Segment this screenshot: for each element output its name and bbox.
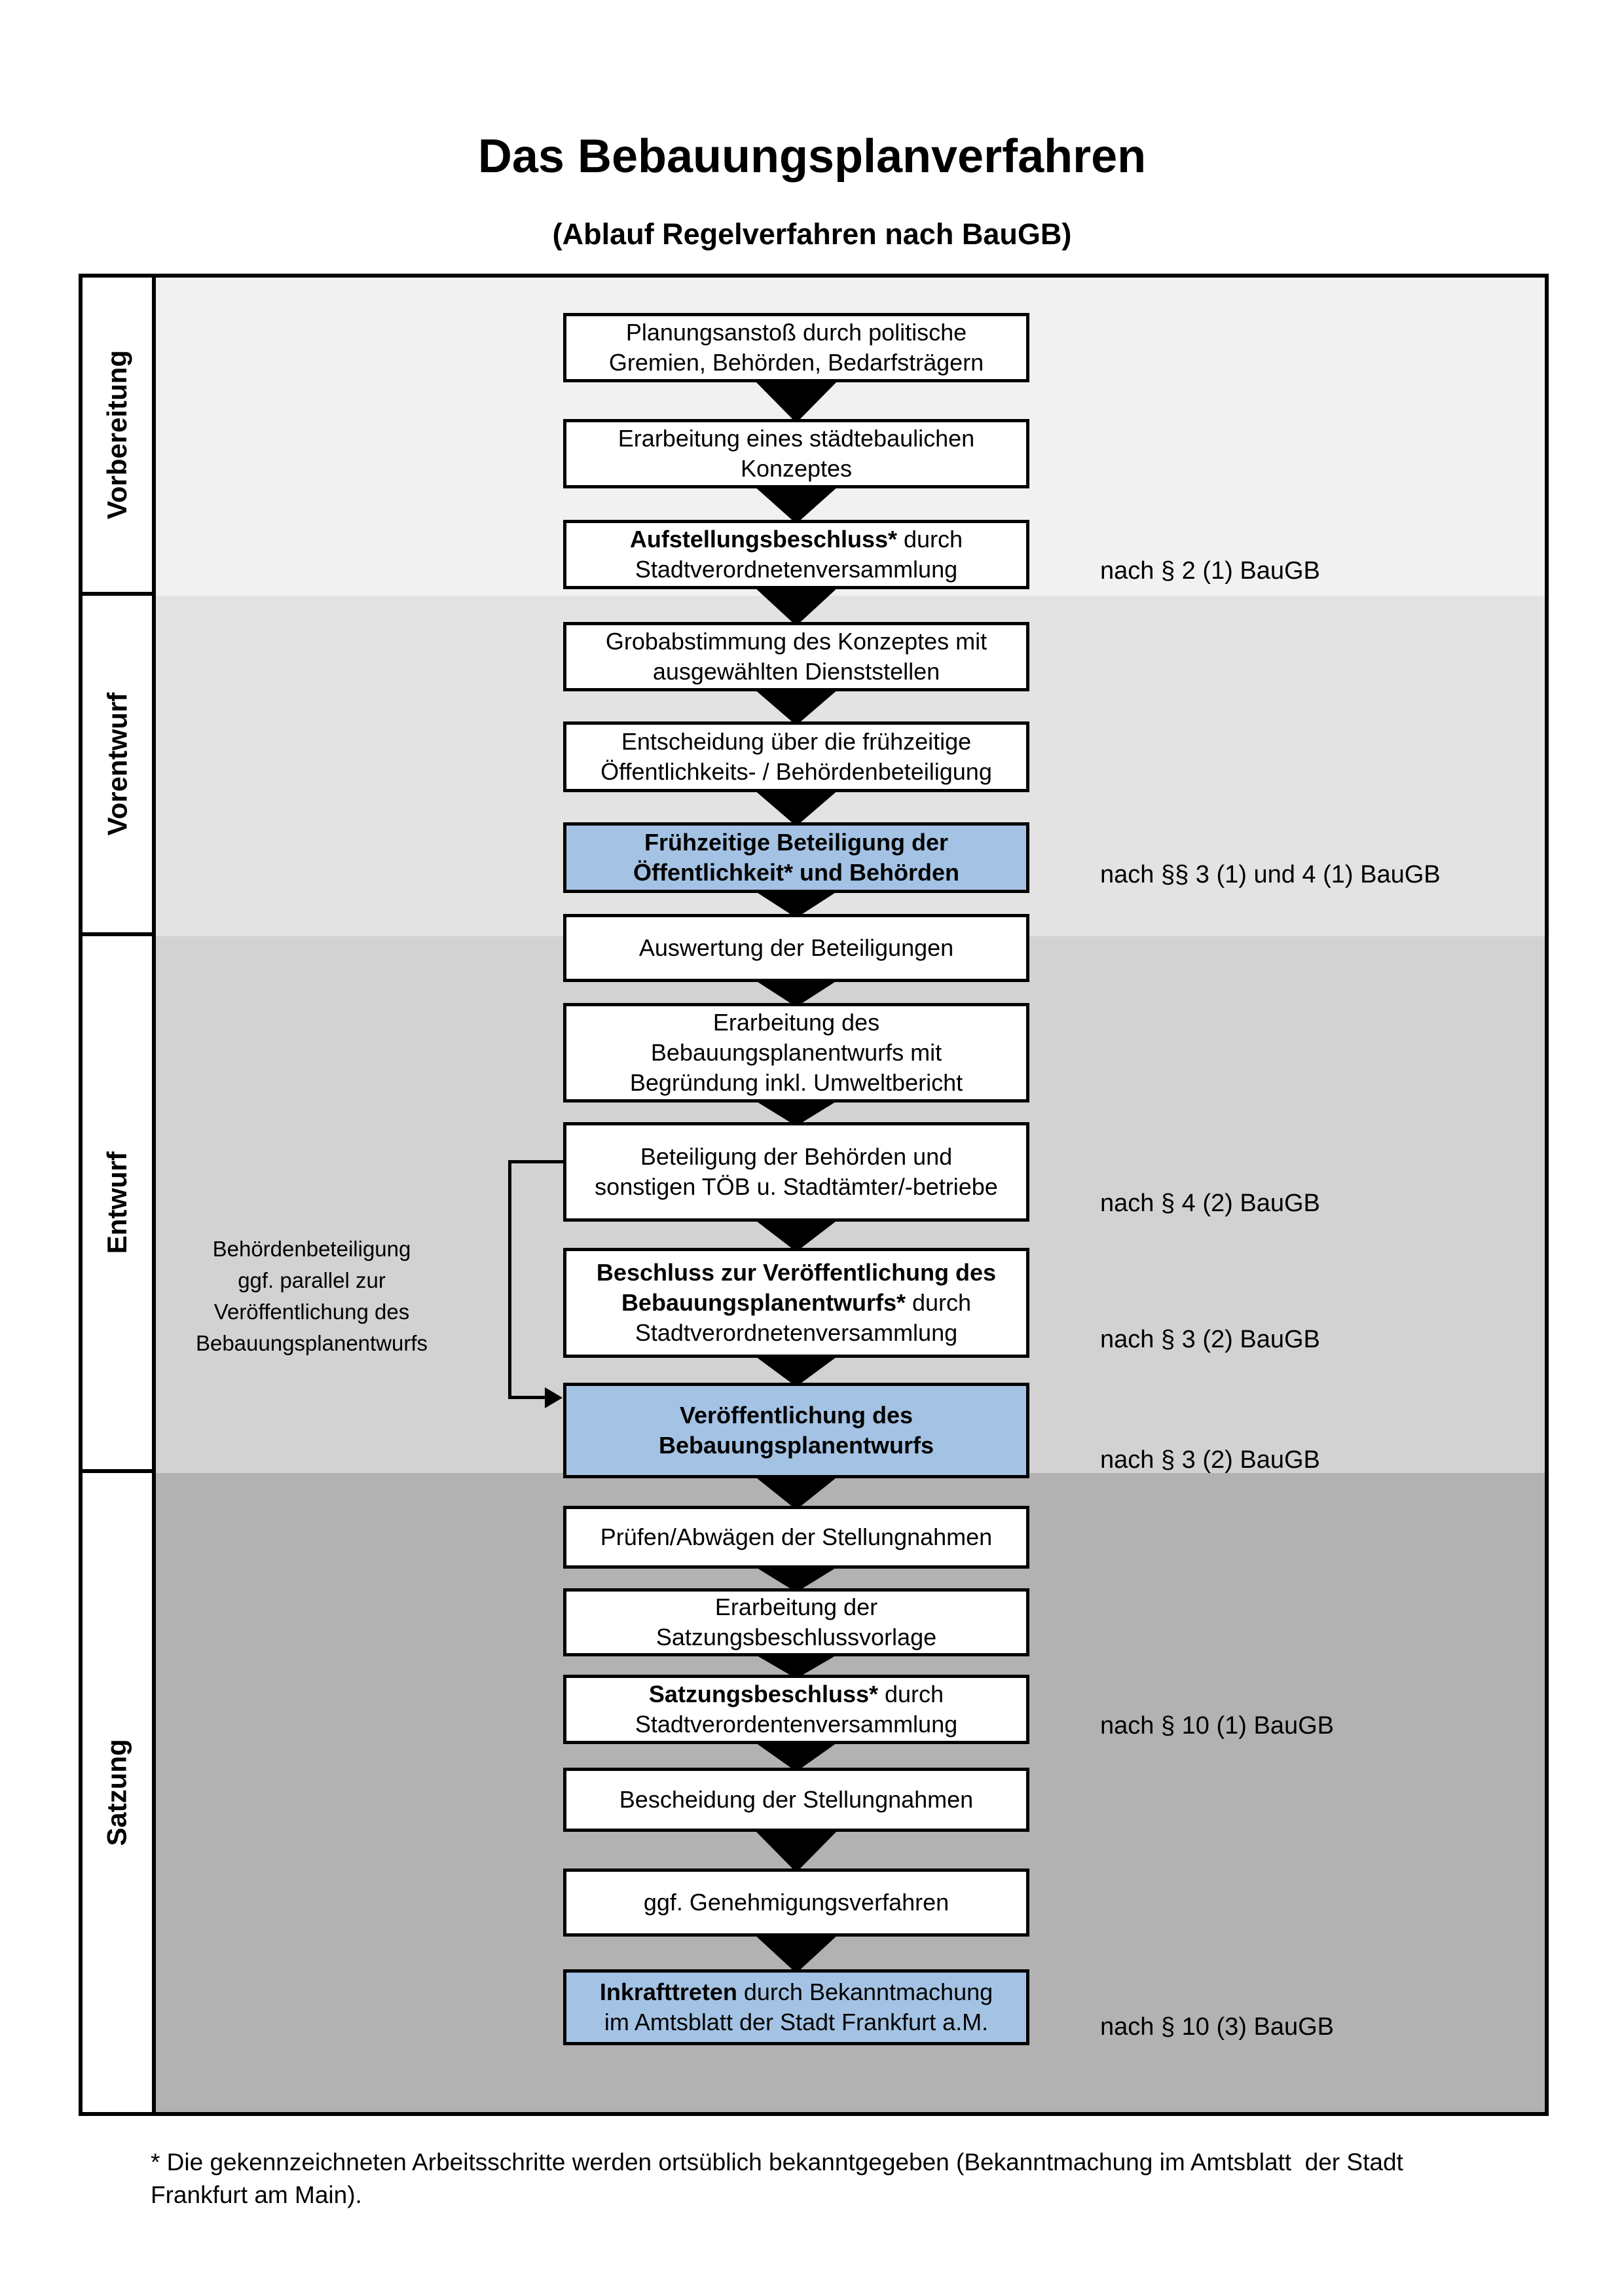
step-text: Beteiligung der Behörden und [640, 1143, 953, 1170]
flow-step-box [563, 1868, 1029, 1937]
step-text-line [566, 1142, 1026, 1172]
step-text: Konzeptes [740, 455, 853, 482]
step-text-line [566, 828, 1026, 858]
step-text: Veröffentlichung des [679, 1402, 913, 1429]
flow-step-box [563, 1248, 1029, 1358]
annotation-line: Veröffentlichung des [213, 1300, 410, 1324]
step-text-line [566, 1288, 1026, 1318]
step-text-line [566, 1522, 1026, 1552]
step-text: Begründung inkl. Umweltbericht [629, 1069, 963, 1096]
law-reference: nach § 2 (1) BauGB [1100, 557, 1320, 585]
step-text: Bebauungsplanentwurfs* [621, 1289, 906, 1316]
step-text-line [566, 1977, 1026, 2007]
step-text: Öffentlichkeit* und Behörden [633, 859, 960, 886]
step-text-line [566, 454, 1026, 484]
annotation-line: Behördenbeteiligung [212, 1237, 411, 1261]
step-text-line [566, 1622, 1026, 1652]
step-text: Entscheidung über die frühzeitige [621, 728, 972, 755]
step-text: Erarbeitung der [714, 1594, 878, 1620]
phase-label: Satzung [101, 1739, 133, 1846]
law-reference: nach § 3 (2) BauGB [1100, 1446, 1320, 1474]
step-text: durch Bekanntmachung [737, 1978, 993, 2005]
step-text: Erarbeitung des [712, 1009, 880, 1036]
step-text-line [566, 858, 1026, 888]
step-text-line [566, 1679, 1026, 1709]
step-text-line [566, 555, 1026, 585]
step-text-line [566, 1709, 1026, 1740]
flow-step-box [563, 1675, 1029, 1744]
page-subtitle: (Ablauf Regelverfahren nach BauGB) [552, 217, 1072, 251]
step-text-line [566, 424, 1026, 454]
annotation-line: Bebauungsplanentwurfs [195, 1331, 428, 1355]
footnote-line-1: * Die gekennzeichneten Arbeitsschritte werden ortsüblich bekanntgegeben (Bekanntmachung im Amtsblatt der Stadt [151, 2149, 1403, 2176]
step-text-line [566, 1887, 1026, 1918]
connector-line-vertical [508, 1160, 511, 1398]
step-text: Erarbeitung eines städtebaulichen [618, 425, 975, 452]
step-text-line [566, 1038, 1026, 1068]
step-text-line [566, 627, 1026, 657]
phase-label: Entwurf [101, 1151, 132, 1254]
phase-cell [83, 278, 156, 596]
step-text: Bescheidung der Stellungnahmen [619, 1786, 974, 1813]
flow-step-box-highlighted [563, 1383, 1029, 1478]
law-reference: nach § 10 (3) BauGB [1100, 2013, 1334, 2041]
step-text: Grobabstimmung des Konzeptes mit [605, 628, 987, 655]
phase-cell [83, 1473, 156, 2112]
flow-step-box [563, 1768, 1029, 1832]
law-reference: nach § 10 (1) BauGB [1100, 1712, 1334, 1740]
step-text-line [566, 524, 1026, 555]
flow-step-box [563, 622, 1029, 691]
parallel-procedure-annotation [164, 1233, 460, 1359]
step-text: Planungsanstoß durch politische [625, 319, 967, 346]
step-text-line [566, 2007, 1026, 2037]
step-text-line [566, 1400, 1026, 1430]
step-text-line [566, 727, 1026, 757]
phase-cell [83, 596, 156, 936]
step-text-line [566, 757, 1026, 787]
connector-line-bottom [508, 1396, 546, 1399]
connector-line-top [508, 1160, 564, 1163]
step-text: Öffentlichkeits- / Behördenbeteiligung [600, 758, 992, 785]
step-text: im Amtsblatt der Stadt Frankfurt a.M. [604, 2009, 989, 2035]
step-text: Frühzeitige Beteiligung der [644, 829, 949, 856]
step-text: sonstigen TÖB u. Stadtämter/-betriebe [595, 1173, 998, 1200]
step-text: Bebauungsplanentwurfs [658, 1432, 934, 1459]
step-text: Aufstellungsbeschluss* [629, 526, 898, 553]
step-text-line [566, 1430, 1026, 1461]
flow-step-box [563, 721, 1029, 792]
step-text-line [566, 657, 1026, 687]
flow-step-box [563, 313, 1029, 382]
step-text-line [566, 1318, 1026, 1348]
phase-label-column [83, 278, 156, 2112]
annotation-line: ggf. parallel zur [238, 1268, 386, 1292]
step-text-line [566, 1592, 1026, 1622]
step-text: Satzungsbeschluss* [648, 1681, 879, 1707]
step-text-line [566, 1068, 1026, 1098]
law-reference: nach § 4 (2) BauGB [1100, 1190, 1320, 1217]
footnote-line-2: Frankfurt am Main). [151, 2181, 362, 2208]
step-text: Prüfen/Abwägen der Stellungnahmen [600, 1523, 993, 1550]
step-text-line [566, 1172, 1026, 1202]
step-text: durch [878, 1681, 944, 1707]
step-text: Satzungsbeschlussvorlage [655, 1624, 937, 1650]
flow-step-box [563, 520, 1029, 589]
step-text: Stadtverordentenversammlung [635, 1711, 958, 1738]
flow-step-box [563, 1506, 1029, 1569]
step-text-line [566, 1258, 1026, 1288]
step-text: ggf. Genehmigungsverfahren [643, 1889, 950, 1916]
connector-arrowhead-icon [545, 1387, 563, 1408]
step-text: ausgewählten Dienststellen [652, 658, 940, 685]
flow-step-box [563, 1122, 1029, 1222]
step-text-line [566, 933, 1026, 963]
step-text: durch [905, 1289, 972, 1316]
step-text: Stadtverordnetenversammlung [635, 1319, 958, 1346]
step-text: Gremien, Behörden, Bedarfsträgern [608, 349, 984, 376]
step-text-line [566, 1785, 1026, 1815]
step-text: Auswertung der Beteiligungen [638, 934, 954, 961]
step-text: durch [897, 526, 963, 553]
step-text-line [566, 1008, 1026, 1038]
flow-step-box [563, 914, 1029, 982]
flow-step-box-highlighted [563, 822, 1029, 893]
step-text-line [566, 318, 1026, 348]
flow-step-box [563, 1003, 1029, 1102]
step-text: Beschluss zur Veröffentlichung des [596, 1259, 997, 1286]
step-text-line [566, 348, 1026, 378]
step-text: Bebauungsplanentwurfs mit [650, 1039, 942, 1066]
flow-step-box [563, 419, 1029, 488]
law-reference: nach §§ 3 (1) und 4 (1) BauGB [1100, 861, 1441, 888]
step-text: Inkrafttreten [599, 1978, 737, 2005]
law-reference: nach § 3 (2) BauGB [1100, 1326, 1320, 1353]
phase-label: Vorbereitung [101, 350, 133, 520]
page-title: Das Bebauungsplanverfahren [477, 130, 1147, 183]
phase-label: Vorentwurf [101, 692, 132, 836]
phase-cell [83, 936, 156, 1473]
step-text: Stadtverordnetenversammlung [635, 556, 958, 583]
flow-step-box [563, 1588, 1029, 1656]
flow-step-box-highlighted [563, 1969, 1029, 2045]
